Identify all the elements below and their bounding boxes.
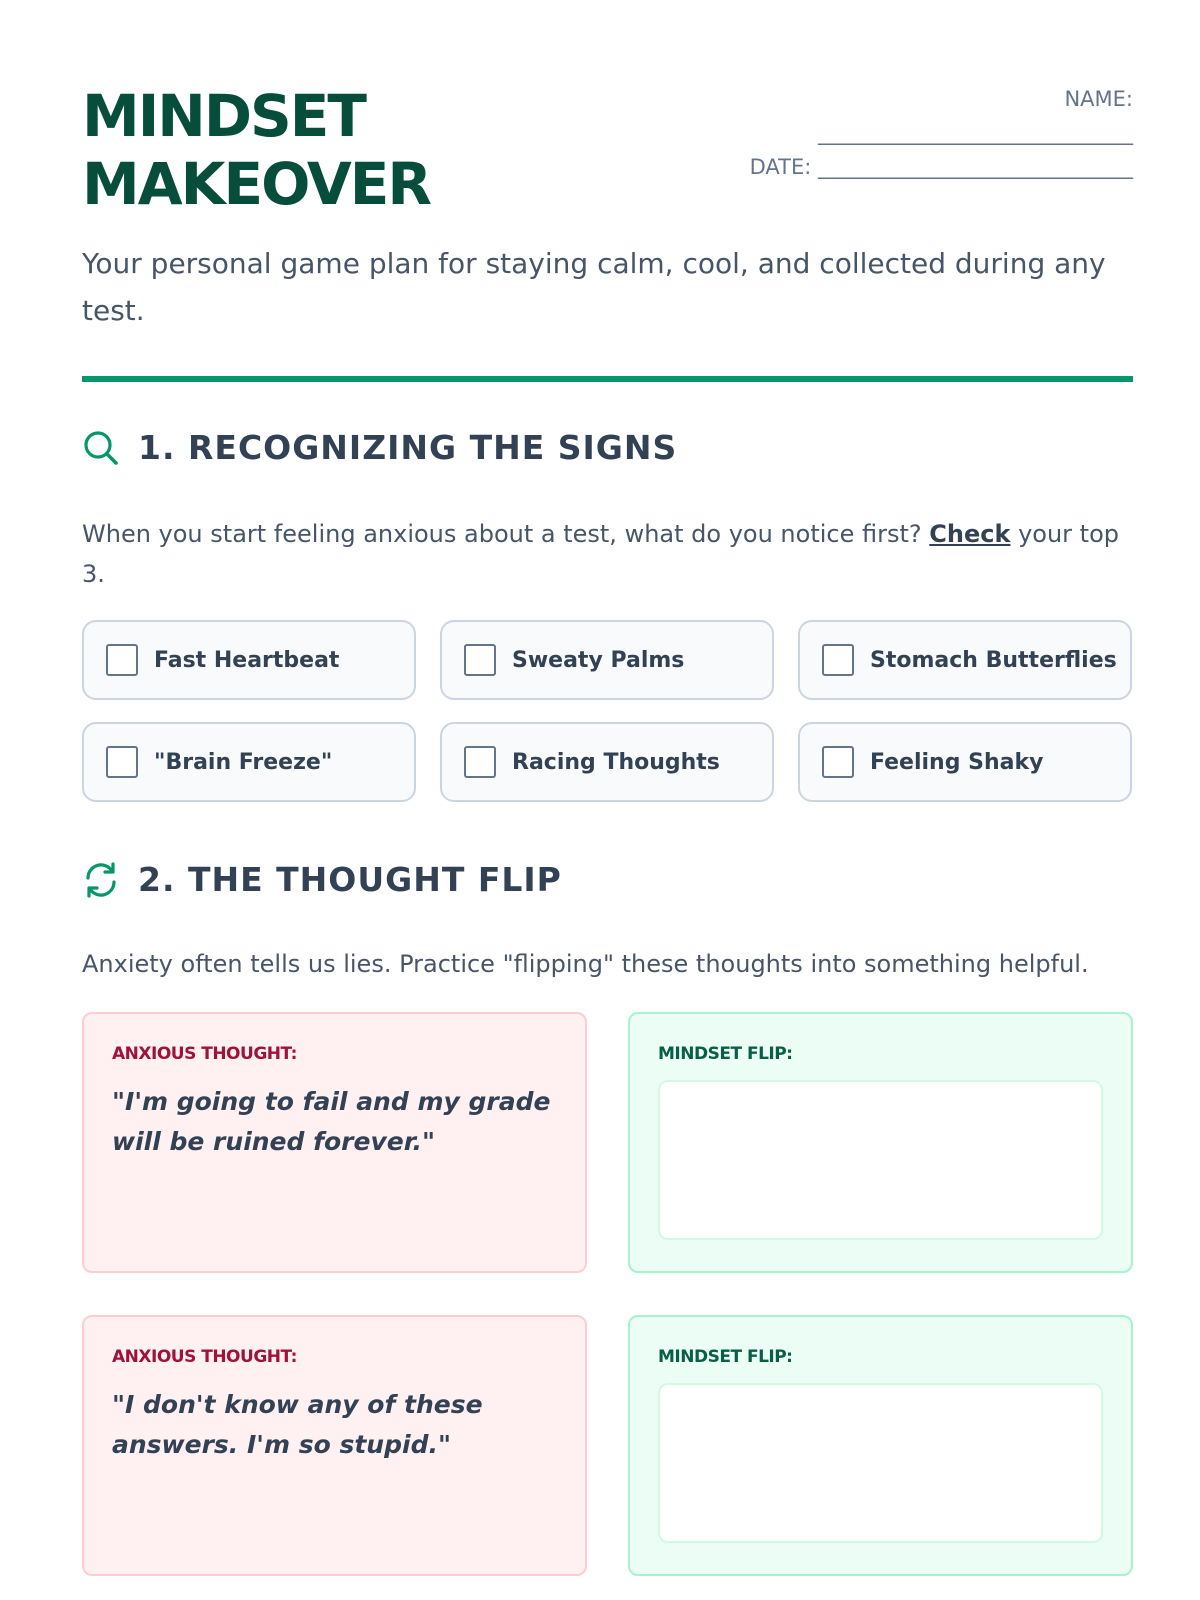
symptom-label: Sweaty Palms <box>512 647 685 673</box>
mindset-flip-answer-box[interactable] <box>658 1080 1103 1240</box>
section-2-heading: 2. THE THOUGHT FLIP <box>138 860 562 899</box>
symptom-label: Feeling Shaky <box>870 749 1044 775</box>
anxious-thought-label: ANXIOUS THOUGHT: <box>112 1347 297 1367</box>
worksheet-page <box>82 0 1133 1600</box>
section-1-header <box>82 428 677 467</box>
mindset-flip-label: MINDSET FLIP: <box>658 1044 793 1064</box>
title-line-2: MAKEOVER <box>82 150 431 218</box>
name-field[interactable]: ______________________________ <box>818 121 1133 145</box>
checkbox[interactable] <box>464 746 496 778</box>
mindset-flip-label: MINDSET FLIP: <box>658 1347 793 1367</box>
checkbox[interactable] <box>106 746 138 778</box>
section-1-intro <box>82 514 1133 594</box>
mindset-flip-answer-box[interactable] <box>658 1383 1103 1543</box>
anxious-thought-text: "I don't know any of these answers. I'm so stupid." <box>112 1390 483 1459</box>
header-divider <box>82 376 1133 382</box>
symptom-label: Fast Heartbeat <box>154 647 340 673</box>
symptom-option[interactable] <box>440 722 774 802</box>
search-icon <box>82 429 120 467</box>
name-date-block <box>713 82 1133 184</box>
checkbox[interactable] <box>106 644 138 676</box>
checkbox[interactable] <box>464 644 496 676</box>
symptom-option[interactable] <box>798 620 1132 700</box>
page-title <box>82 82 430 218</box>
title-line-1: MINDSET <box>82 82 365 150</box>
section-1-intro-emphasis: Check <box>929 520 1011 548</box>
mindset-flip-card <box>628 1012 1133 1273</box>
symptom-checklist <box>82 620 1133 802</box>
mindset-flip-card <box>628 1315 1133 1576</box>
section-1-heading: 1. RECOGNIZING THE SIGNS <box>138 428 678 467</box>
symptom-label: Stomach Butterflies <box>870 647 1117 673</box>
anxious-thought-text: "I'm going to fail and my grade will be ruined forever." <box>112 1087 551 1156</box>
symptom-label: "Brain Freeze" <box>154 749 333 775</box>
symptom-option[interactable] <box>82 722 416 802</box>
refresh-icon <box>82 861 120 899</box>
symptom-label: Racing Thoughts <box>512 749 720 775</box>
anxious-thought-card <box>82 1012 587 1273</box>
section-2-intro: Anxiety often tells us lies. Practice "flipping" these thoughts into something helpful. <box>82 950 1089 978</box>
section-1-intro-text-end: your top 3. <box>82 520 1119 588</box>
checkbox[interactable] <box>822 746 854 778</box>
page-subtitle: Your personal game plan for staying calm, cool, and collected during any test. <box>82 247 1106 327</box>
date-label: DATE: <box>749 155 812 179</box>
date-field[interactable]: ______________________________ <box>818 155 1133 179</box>
anxious-thought-card <box>82 1315 587 1576</box>
section-1-intro-text: When you start feeling anxious about a test, what do you notice first? <box>82 520 930 548</box>
symptom-option[interactable] <box>440 620 774 700</box>
anxious-thought-label: ANXIOUS THOUGHT: <box>112 1044 297 1064</box>
checkbox[interactable] <box>822 644 854 676</box>
name-label: NAME: <box>1064 87 1133 111</box>
symptom-option[interactable] <box>82 620 416 700</box>
section-2-header <box>82 860 562 899</box>
symptom-option[interactable] <box>798 722 1132 802</box>
